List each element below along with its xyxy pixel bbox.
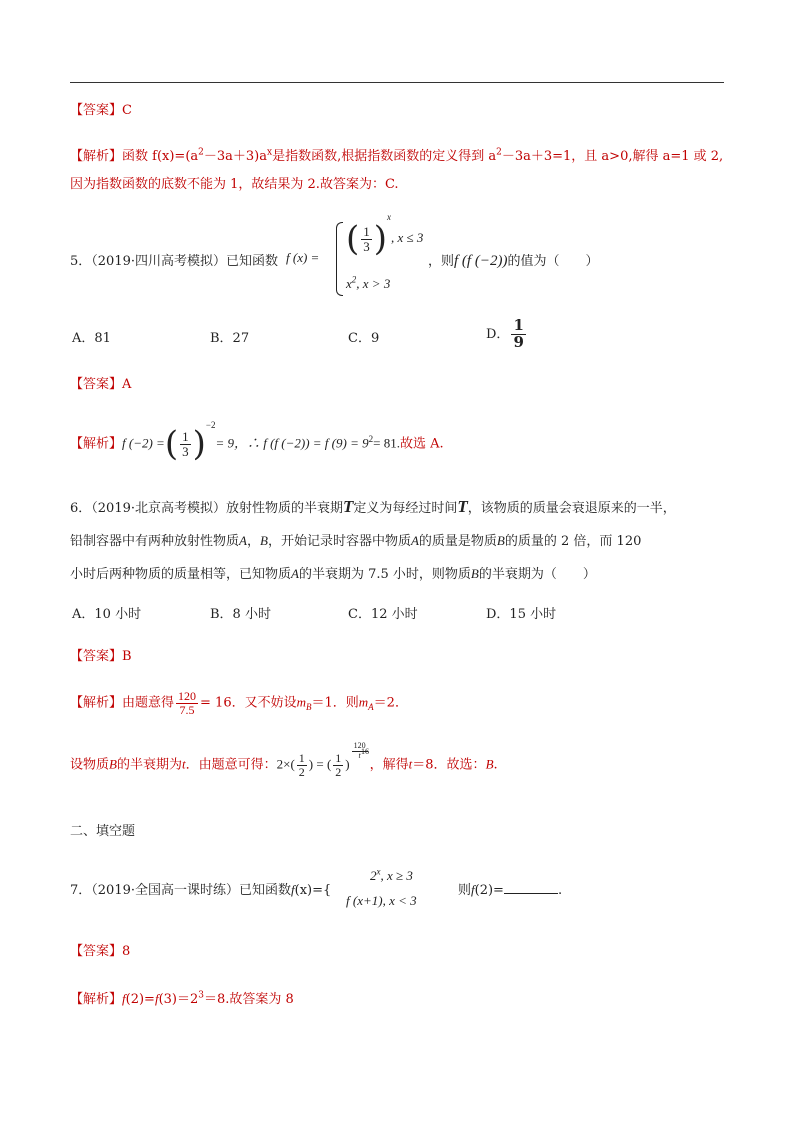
q6-l1c: ，该物质的质量会衰退原来的一半， — [467, 501, 676, 516]
q4-supx: x — [267, 147, 273, 158]
q6-l2b: ，开始记录时容器中物质 — [267, 534, 411, 549]
q6-an1-den: 7.5 — [179, 702, 195, 717]
q5-c1-cond: , x ≤ 3 — [391, 229, 424, 245]
q5-answer-value: A — [122, 377, 132, 392]
q6-an1-num: 120 — [178, 689, 197, 703]
q7-stem-c-text: 则 — [458, 883, 472, 898]
q6-an2-B: B — [109, 756, 117, 772]
analysis-tag: 【解析】 — [70, 149, 123, 164]
q5-stem-prefix: 5．（2019·四川高考模拟）已知函数 — [70, 254, 278, 269]
q6-option-b: B．8 小时 — [210, 607, 271, 622]
q6-an1-c: ＝1．则 — [311, 695, 359, 711]
q7-an-b: (2)= — [125, 992, 155, 1007]
q5-suffix — [428, 250, 598, 270]
q5-option-a: A．81 — [72, 331, 111, 346]
q5-option-d-frac — [511, 318, 525, 351]
q5-c1-num: 1 — [363, 223, 370, 239]
q6-T2: T — [457, 497, 468, 516]
q7-an-d: (3)＝2 — [158, 992, 199, 1007]
q5-paren-l: ( — [346, 219, 360, 259]
q5-c1-den: 3 — [363, 238, 370, 254]
q5-c1-exp: x — [387, 211, 392, 222]
q6-an1-frac — [176, 690, 198, 716]
q4-analysis — [70, 143, 750, 199]
q6-an2-expr-b: ) = ( — [308, 756, 332, 772]
q6-answer — [70, 643, 730, 671]
q7-f: f — [291, 882, 295, 897]
q6-mA-sub: A — [368, 702, 374, 713]
q5-c2-exp: 2 — [351, 274, 357, 285]
q7-stem-b: (x)= — [294, 883, 323, 898]
q5-option-b: B．27 — [210, 331, 250, 346]
q6-an2-expr-c: ) — [345, 756, 350, 772]
q7-blank — [504, 879, 558, 894]
q5-an-paren-r: ) — [192, 424, 206, 464]
q5-case1 — [346, 211, 424, 259]
q6-f1-den: 2 — [298, 764, 305, 779]
q6-exp-den: t — [358, 750, 361, 760]
q6-an2-e: ＝8．故选： — [412, 757, 486, 773]
q6-l3a: 小时后两种物质的质量相等，已知物质 — [70, 567, 292, 582]
q5-d-den: 9 — [513, 332, 524, 351]
q5-case1-frac — [361, 225, 372, 253]
q6-B: B — [259, 533, 268, 548]
q7-stem-a-text: 7．（2019·全国高一课时练）已知函数 — [70, 883, 291, 898]
q7-analysis — [70, 985, 730, 1014]
q7-brace: { — [323, 883, 332, 898]
q6-an2-f: B — [485, 756, 494, 772]
q7-an-c: f — [154, 991, 159, 1006]
q6-T: T — [343, 497, 354, 516]
q6-option-c: C．12 小时 — [348, 607, 418, 622]
answer-tag: 【答案】 — [70, 649, 123, 664]
q5-analysis — [70, 419, 444, 464]
q5-fx: f (x) = — [286, 250, 320, 265]
q6-l2c: 的质量是物质 — [418, 534, 497, 549]
q6-option-d: D．15 小时 — [486, 607, 557, 622]
q5-suffix-b: 的值为（ ） — [507, 254, 599, 269]
header-rule — [70, 82, 724, 83]
q6-l1a: 6．（2019·北京高考模拟）放射性物质的半衰期 — [70, 501, 343, 516]
q6-l2a: 铅制容器中有两种放射性物质 — [70, 534, 240, 549]
q6-mB: m — [296, 694, 306, 710]
q6-l2d: 的质量的 2 倍，而 120 — [504, 534, 642, 549]
q5-answer — [70, 371, 730, 399]
answer-tag: 【答案】 — [70, 103, 123, 118]
q5-d-num: 1 — [513, 316, 524, 334]
q6-an2-frac2 — [333, 752, 343, 778]
section-title: 二、填空题 — [70, 824, 136, 839]
q4-answer — [70, 97, 730, 125]
q6-an2-frac1 — [297, 752, 307, 778]
q4-an-l1c: 是指数函数,根据指数函数的定义得到 a — [272, 149, 497, 164]
q6-an2-g: . — [493, 757, 498, 773]
q6-B3: B — [470, 566, 479, 581]
q6-an1-a: 由题意得 — [122, 695, 175, 711]
q4-sup2: 2 — [496, 147, 502, 158]
q6-answer-value: B — [122, 649, 132, 664]
analysis-tag: 【解析】 — [70, 992, 123, 1007]
q5-an-exp: −2 — [205, 419, 216, 430]
q6-an2-t: t — [181, 756, 186, 772]
q6-mB-sub: B — [306, 702, 312, 713]
q5-option-c: C．9 — [348, 331, 380, 346]
q6-comma: ， — [246, 534, 260, 549]
q5-an-frac — [180, 430, 191, 458]
q6-f1-num: 1 — [298, 751, 305, 765]
q7-c1-exp: x — [376, 866, 381, 877]
q5-an-num: 1 — [182, 428, 189, 444]
q7-f2: f — [471, 882, 475, 897]
q6-an1-d: ＝2． — [373, 695, 408, 711]
analysis-tag: 【解析】 — [70, 436, 123, 452]
q5-an-den: 3 — [182, 443, 189, 459]
q7-stem-a — [70, 879, 331, 898]
q7-answer — [70, 938, 730, 966]
q6-stem — [70, 491, 750, 591]
q6-B2: B — [496, 533, 505, 548]
q6-l3c: 的半衰期为（ ） — [478, 567, 596, 582]
q7-c1: 2 — [370, 868, 377, 883]
q5-an-c: = 81. — [373, 435, 400, 451]
q6-f2-den: 2 — [335, 764, 342, 779]
q5-expr: f (f (−2)) — [454, 253, 508, 269]
q5-option-d — [486, 318, 528, 351]
q4-sup: 2 — [198, 147, 204, 158]
q4-an-l1a: 函数 f(x)=(a — [122, 149, 199, 164]
q7-answer-value: 8 — [122, 944, 131, 959]
answer-tag: 【答案】 — [70, 377, 123, 392]
q6-an2-expr-a: 2×( — [276, 756, 295, 772]
q4-an-l1d: －3a＋3=1，且 a>0,解得 a=1 或 2, — [501, 149, 724, 164]
q6-an2-c: ．由题意可得： — [185, 757, 277, 773]
q5-case2 — [346, 276, 390, 292]
q4-an-l2: 因为指数函数的底数不能为 1，故结果为 2.故答案为：C. — [70, 177, 399, 192]
q5-an-paren-l: ( — [164, 424, 179, 464]
q6-A3: A — [291, 566, 299, 581]
q6-an2-t2: t — [408, 756, 413, 772]
q6-option-a: A．10 小时 — [72, 607, 142, 622]
q4-answer-value: C — [122, 103, 132, 118]
answer-tag: 【答案】 — [70, 944, 123, 959]
q5-c2-cond: , x > 3 — [356, 276, 391, 291]
q7-stem-e: . — [557, 883, 563, 898]
q7-an-exp: 3 — [198, 990, 204, 1001]
q5-brace — [336, 222, 343, 296]
q6-l1b: 定义为每经过时间 — [353, 501, 458, 516]
q5-c2-x: x — [346, 276, 352, 291]
q6-exp16: 16 — [361, 747, 369, 756]
q4-an-l1b: －3a＋3)a — [203, 149, 268, 164]
q6-analysis-1 — [70, 690, 408, 716]
analysis-tag: 【解析】 — [70, 695, 123, 711]
q7-case2: f (x+1), x < 3 — [346, 893, 417, 908]
q7-case1 — [370, 868, 413, 884]
q7-stem-d: (2)= — [474, 883, 504, 898]
q6-an1-b: = 16．又不妨设 — [200, 695, 297, 711]
q6-A: A — [239, 533, 247, 548]
q6-mA: m — [358, 694, 369, 710]
q7-stem-c — [458, 879, 562, 898]
q6-f2-num: 1 — [335, 751, 342, 765]
q5-an-d: 故选 A. — [399, 436, 444, 452]
q6-exp-num: 120 — [353, 741, 366, 751]
q5-an-b: = 9，∴ f (f (−2)) = f (9) = 9 — [215, 435, 369, 451]
q7-an-a: f — [122, 991, 126, 1006]
q7-c1-cond: , x ≥ 3 — [380, 868, 413, 883]
q7-an-e: ＝8.故答案为 8 — [204, 992, 294, 1007]
q5-suffix-a: ，则 — [428, 254, 455, 269]
q5-paren-r: ) — [373, 219, 388, 259]
q6-an2-a: 设物质 — [70, 757, 110, 773]
q6-l3b: 的半衰期为 7.5 小时，则物质 — [298, 567, 471, 582]
q5-an-b-exp: 2 — [368, 434, 374, 445]
q5-option-d-label: D． — [486, 326, 510, 342]
q6-an2-b: 的半衰期为 — [116, 757, 182, 773]
q5-an-a: f (−2) = — [122, 435, 165, 451]
q6-A2: A — [410, 533, 419, 548]
q6-an2-d: ，解得 — [369, 757, 409, 773]
